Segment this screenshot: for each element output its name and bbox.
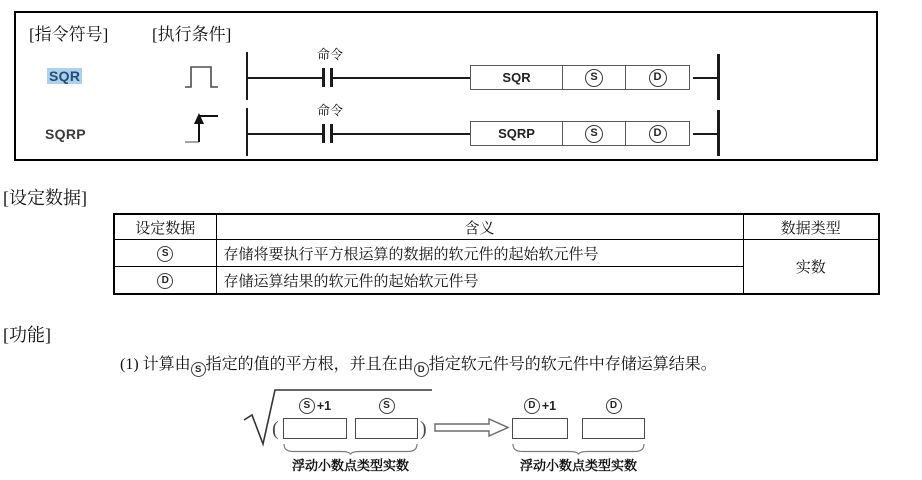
circled-s-icon: S: [191, 362, 206, 377]
data-type-cell: 实数: [743, 240, 879, 295]
mnemonic-sqr: SQR: [49, 68, 81, 84]
source-high-label: [283, 397, 347, 414]
command-label: 命令: [316, 103, 343, 118]
right-power-rail: [717, 110, 720, 156]
table-row: [114, 240, 879, 267]
mnemonic-sqrp: SQRP: [45, 126, 86, 142]
settings-title: [设定数据]: [3, 188, 87, 208]
instruction-block-sqr: [470, 65, 690, 90]
circled-s-icon: S: [379, 398, 395, 414]
function-text-part: (1) 计算由: [120, 356, 191, 373]
ladder-wire: [333, 133, 470, 135]
ladder-wire: [693, 77, 717, 79]
left-power-rail: [246, 108, 248, 156]
left-power-rail: [246, 52, 248, 100]
operand-s-cell: [563, 122, 626, 145]
meaning-cell: 存储将要执行平方根运算的数据的软元件的起始软元件号: [216, 240, 743, 267]
header-setting-data: 设定数据: [114, 214, 216, 240]
header-meaning: 含义: [216, 214, 743, 240]
circled-d-icon: D: [606, 398, 622, 414]
instruction-name-cell: SQRP: [471, 122, 563, 145]
source-low-label: [355, 397, 418, 414]
circled-s-icon: S: [299, 398, 315, 414]
circled-d-icon: D: [414, 362, 429, 377]
circled-s-icon: S: [585, 125, 603, 143]
pulse-waveform-icon: [184, 64, 220, 90]
instruction-block-sqrp: [470, 121, 690, 146]
underbrace-icon: [283, 443, 418, 455]
rising-edge-waveform-icon: [184, 111, 220, 145]
table-header-row: [114, 214, 879, 240]
plus-one-label: +1: [541, 398, 557, 413]
function-text-part: 指定软元件号的软元件中存储运算结果。: [428, 356, 717, 373]
operand-cell: [114, 240, 216, 267]
ladder-wire: [693, 133, 717, 135]
circled-s-icon: S: [585, 69, 603, 87]
dest-high-label: [512, 397, 568, 414]
dest-register-high: [512, 418, 568, 439]
circled-s-icon: S: [157, 246, 173, 262]
function-title: [功能]: [3, 325, 51, 345]
execution-condition-label: [执行条件]: [152, 25, 232, 44]
circled-d-icon: D: [157, 273, 173, 289]
operand-cell: [114, 267, 216, 295]
paren-open: (: [272, 418, 279, 440]
operand-d-cell: [626, 122, 689, 145]
underbrace-icon: [512, 443, 645, 455]
contact-bar: [322, 68, 325, 87]
function-text-part: 指定的值的平方根，并且在由: [205, 356, 414, 373]
operand-s-cell: [563, 66, 626, 89]
float-type-caption: 浮动小数点类型实数: [519, 458, 637, 473]
header-data-type: 数据类型: [743, 214, 879, 240]
source-register-high: [283, 418, 347, 439]
command-label: 命令: [316, 47, 343, 62]
dest-register-low: [582, 418, 645, 439]
circled-d-icon: D: [649, 69, 667, 87]
float-type-caption: 浮动小数点类型实数: [291, 458, 409, 473]
circled-d-icon: D: [524, 398, 540, 414]
function-text: [120, 351, 717, 377]
instruction-symbol-label: [指令符号]: [29, 25, 109, 44]
ladder-wire: [248, 77, 322, 79]
right-power-rail: [717, 54, 720, 100]
paren-close: ): [420, 418, 427, 440]
transfer-arrow-icon: [433, 417, 510, 438]
meaning-cell: 存储运算结果的软元件的起始软元件号: [216, 267, 743, 295]
instruction-name-cell: SQR: [471, 66, 563, 89]
dest-low-label: [582, 397, 645, 414]
operand-d-cell: [626, 66, 689, 89]
contact-bar: [322, 124, 325, 143]
instruction-panel: [14, 11, 878, 161]
source-register-low: [355, 418, 418, 439]
settings-table: [113, 213, 880, 295]
ladder-wire: [333, 77, 470, 79]
ladder-wire: [248, 133, 322, 135]
plus-one-label: +1: [316, 398, 332, 413]
circled-d-icon: D: [649, 125, 667, 143]
